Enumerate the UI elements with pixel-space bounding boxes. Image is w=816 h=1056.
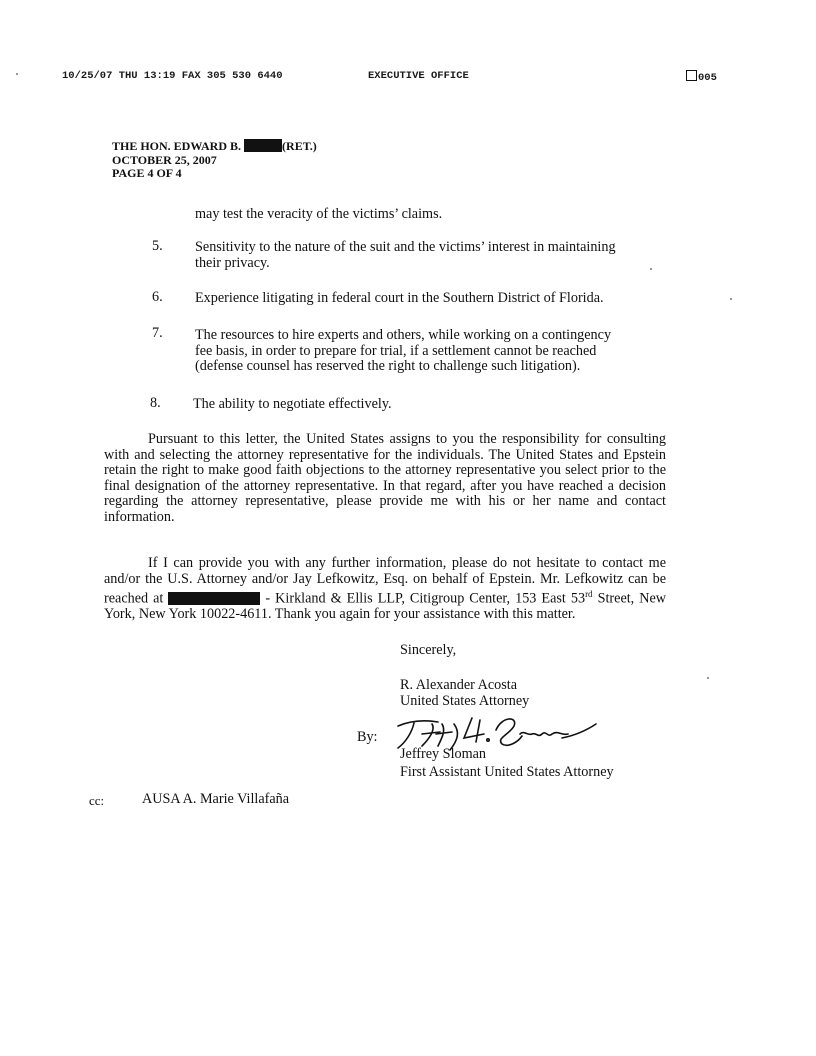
cc-recipient: AUSA A. Marie Villafaña: [142, 791, 290, 807]
scan-speck: [707, 677, 709, 679]
item-number: 6.: [152, 289, 163, 305]
item-line: Sensitivity to the nature of the suit and the victims’ interest in maintaining: [195, 239, 616, 255]
list-item: [195, 328, 660, 375]
scan-speck: [730, 298, 732, 300]
cc-label: cc:: [89, 793, 105, 808]
paragraph-contact-part3: Street, New York, New York 10022-4611. Thank you again for your assistance with this matter.: [104, 590, 667, 623]
item-line: The ability to negotiate effectively.: [193, 396, 392, 412]
paragraph-contact-part2: - Kirkland & Ellis LLP, Citigroup Center, 153 East 53: [265, 590, 586, 607]
item-line: (defense counsel has reserved the right to challenge such litigation).: [195, 358, 581, 374]
item-line: fee basis, in order to prepare for trial, if a settlement cannot be reached: [195, 342, 597, 359]
fax-datetime: 10/25/07 THU 13:19 FAX 305 530 6440: [62, 70, 283, 82]
by-label: By:: [357, 729, 378, 745]
fax-icon: [686, 70, 697, 81]
redaction-block: [244, 139, 282, 152]
signer-title: First Assistant United States Attorney: [400, 764, 614, 780]
letter-date: OCTOBER 25, 2007: [112, 153, 217, 167]
redaction-block: [168, 592, 260, 605]
sender-name: R. Alexander Acosta: [400, 677, 518, 693]
continuation-text: may test the veracity of the victims’ claims.: [195, 206, 443, 222]
addressee-prefix: THE HON. EDWARD B.: [112, 139, 242, 153]
addressee-line: [112, 139, 317, 153]
list-item: [195, 240, 660, 271]
item-line: Experience litigating in federal court in the Southern District of Florida.: [195, 290, 604, 306]
salutation: Sincerely,: [400, 642, 457, 658]
item-line: their privacy.: [195, 254, 270, 271]
page-number: PAGE 4 OF 4: [112, 166, 182, 180]
superscript-rd: rd: [585, 589, 593, 599]
item-line: The resources to hire experts and others, while working on a contingency: [195, 327, 612, 343]
fax-page-code-wrap: [686, 70, 717, 84]
list-item: [195, 291, 660, 307]
paragraph-assignment: Pursuant to this letter, the United States assigns to you the responsibility for consulting with and selecting the attorney representative for the individuals. The United States and Epstein retain the right to make good faith objections to the attorney representative you select prior to the final designation of the attorney representative. In that regard, after you have reached a decision regarding the attorney representative, please provide me with his or her name and contact information.: [104, 431, 666, 525]
sender-title: United States Attorney: [400, 693, 530, 709]
item-number: 8.: [150, 395, 161, 411]
paragraph-contact-part1: If I can provide you with any further information, please do not hesitate to contact me and/or the U.S. Attorney and/or Jay Lefkowitz, Esq. on behalf of Epstein. Mr. Lefkowitz can be reached at: [104, 555, 666, 607]
list-item: [193, 397, 658, 413]
paragraph-contact: [104, 556, 666, 623]
fax-office: EXECUTIVE OFFICE: [368, 70, 469, 82]
fax-page-code: 005: [698, 72, 717, 84]
item-number: 5.: [152, 238, 163, 254]
scan-speck: [650, 268, 652, 270]
item-number: 7.: [152, 325, 163, 341]
signer-name: Jeffrey Sloman: [400, 746, 487, 762]
scan-speck: [16, 73, 18, 75]
addressee-suffix: (RET.): [282, 139, 317, 153]
